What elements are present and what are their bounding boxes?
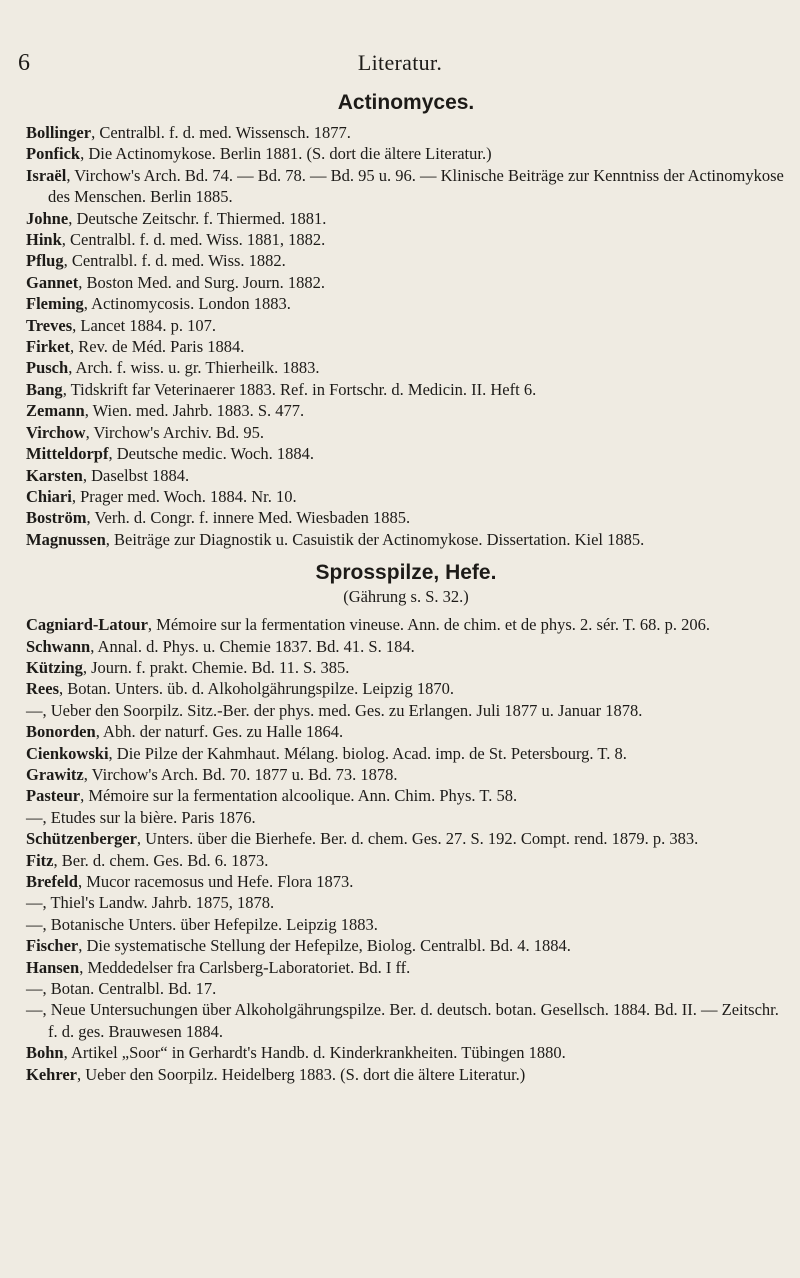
reference-author: Pflug bbox=[26, 251, 64, 271]
reference-author: Gannet bbox=[26, 272, 79, 292]
reference-entry bbox=[26, 785, 786, 806]
reference-text: , Annal. d. Phys. u. Chemie 1837. Bd. 41. S. 184. bbox=[90, 636, 415, 656]
reference-text: —, Thiel's Landw. Jahrb. 1875, 1878. bbox=[26, 893, 275, 913]
reference-entry bbox=[26, 807, 786, 828]
reference-author: Brefeld bbox=[26, 872, 78, 891]
reference-author: Cienkowski bbox=[26, 743, 109, 763]
reference-text: , Beiträge zur Diagnostik u. Casuistik der Actinomykose. Dissertation. Kiel 1885. bbox=[105, 529, 645, 549]
reference-entry bbox=[26, 914, 786, 935]
reference-author: Zemann bbox=[26, 401, 85, 421]
reference-entry bbox=[26, 721, 786, 742]
reference-text: , Daselbst 1884. bbox=[82, 465, 190, 485]
reference-entry bbox=[26, 486, 786, 507]
reference-entry bbox=[26, 978, 786, 999]
reference-author: Hansen bbox=[26, 957, 80, 977]
reference-entry bbox=[26, 657, 786, 678]
reference-author: Boström bbox=[26, 508, 87, 528]
reference-text: , Wien. med. Jahrb. 1883. S. 477. bbox=[84, 401, 305, 421]
reference-entry bbox=[26, 379, 786, 400]
section-title-sprosspilze: Sprosspilze, Hefe. bbox=[315, 561, 497, 585]
section-title-actinomyces: Actinomyces. bbox=[337, 91, 475, 114]
reference-text: , Arch. f. wiss. u. gr. Thierheilk. 1883. bbox=[68, 358, 320, 378]
reference-text: , Ueber den Soorpilz. Heidelberg 1883. (S. dort die ältere Literatur.) bbox=[77, 1064, 526, 1084]
reference-author: Grawitz bbox=[26, 764, 84, 784]
reference-entry bbox=[26, 614, 786, 635]
reference-entry bbox=[26, 1042, 786, 1063]
reference-entry bbox=[26, 422, 786, 443]
reference-author: Schwann bbox=[26, 636, 91, 656]
reference-text: , Prager med. Woch. 1884. Nr. 10. bbox=[71, 486, 297, 506]
running-header bbox=[0, 50, 800, 80]
reference-author: Fischer bbox=[26, 936, 79, 956]
reference-text: , Boston Med. and Surg. Journ. 1882. bbox=[78, 272, 326, 292]
reference-text: —, Ueber den Soorpilz. Sitz.-Ber. der phys. med. Ges. zu Erlangen. Juli 1877 u. Januar 1878. bbox=[26, 700, 643, 720]
running-title: Literatur. bbox=[357, 50, 443, 75]
reference-entry bbox=[26, 871, 786, 892]
reference-text: , Mémoire sur la fermentation alcoolique. Ann. Chim. Phys. T. 58. bbox=[80, 786, 518, 806]
reference-author: Chiari bbox=[26, 486, 72, 506]
reference-author: Mitteldorpf bbox=[26, 444, 109, 464]
reference-author: Fitz bbox=[26, 850, 54, 870]
reference-entry bbox=[26, 165, 786, 208]
reference-entry bbox=[26, 122, 786, 143]
reference-text: —, Neue Untersuchungen über Alkoholgährungspilze. Ber. d. deutsch. botan. Gesellsch. 1884. Bd. II. — Zeitschr. f. d. ges. Brauwesen 1884. bbox=[26, 1000, 779, 1041]
reference-entry bbox=[26, 764, 786, 785]
reference-text: —, Botan. Centralbl. Bd. 17. bbox=[26, 979, 217, 999]
reference-text: , Meddedelser fra Carlsberg-Laboratoriet. Bd. I ff. bbox=[79, 957, 411, 977]
reference-entry bbox=[26, 850, 786, 871]
reference-text: , Deutsche Zeitschr. f. Thiermed. 1881. bbox=[68, 208, 327, 228]
reference-author: Magnussen bbox=[26, 529, 106, 549]
reference-author: Pusch bbox=[26, 358, 69, 378]
reference-entry bbox=[26, 700, 786, 721]
reference-text: —, Etudes sur la bière. Paris 1876. bbox=[26, 807, 256, 827]
reference-entry bbox=[26, 743, 786, 764]
reference-text: , Ber. d. chem. Ges. Bd. 6. 1873. bbox=[53, 850, 269, 870]
reference-entry bbox=[26, 828, 786, 849]
reference-text: , Die Actinomykose. Berlin 1881. (S. dort die ältere Literatur.) bbox=[80, 144, 492, 164]
reference-text: , Virchow's Archiv. Bd. 95. bbox=[85, 422, 265, 442]
reference-entry bbox=[26, 208, 786, 229]
reference-author: Firket bbox=[26, 337, 70, 357]
reference-author: Bohn bbox=[26, 1043, 64, 1063]
reference-author: Hink bbox=[26, 230, 62, 250]
reference-author: Kützing bbox=[26, 657, 83, 677]
reference-entry bbox=[26, 507, 786, 528]
reference-entry bbox=[26, 529, 786, 550]
reference-entry bbox=[26, 892, 786, 913]
reference-author: Fleming bbox=[26, 294, 84, 314]
reference-text: , Journ. f. prakt. Chemie. Bd. 11. S. 385. bbox=[82, 657, 350, 677]
sprosspilze-reference-list bbox=[26, 614, 786, 1085]
reference-entry bbox=[26, 315, 786, 336]
bibliography bbox=[26, 90, 786, 1085]
reference-entry bbox=[26, 293, 786, 314]
reference-author: Israël bbox=[26, 165, 67, 185]
actinomyces-reference-list bbox=[26, 122, 786, 550]
reference-text: , Mucor racemosus und Hefe. Flora 1873. bbox=[77, 872, 354, 891]
reference-text: , Virchow's Arch. Bd. 74. — Bd. 78. — Bd. 95 u. 96. — Klinische Beiträge zur Kenntniss der Actinomykose des Menschen. Berlin 1885. bbox=[48, 165, 784, 207]
reference-entry bbox=[26, 143, 786, 164]
reference-author: Virchow bbox=[26, 422, 86, 442]
reference-entry bbox=[26, 250, 786, 271]
reference-author: Bollinger bbox=[26, 123, 92, 142]
reference-text: —, Botanische Unters. über Hefepilze. Leipzig 1883. bbox=[26, 914, 378, 934]
reference-entry bbox=[26, 636, 786, 657]
reference-entry bbox=[26, 1064, 786, 1085]
reference-author: Pasteur bbox=[26, 786, 81, 806]
reference-entry bbox=[26, 272, 786, 293]
reference-author: Kehrer bbox=[26, 1064, 78, 1084]
reference-entry bbox=[26, 400, 786, 421]
reference-author: Cagniard-Latour bbox=[26, 615, 148, 635]
reference-text: , Lancet 1884. p. 107. bbox=[72, 315, 217, 335]
reference-text: , Centralbl. f. d. med. Wiss. 1882. bbox=[63, 251, 286, 271]
reference-text: , Rev. de Méd. Paris 1884. bbox=[69, 337, 245, 357]
reference-author: Karsten bbox=[26, 465, 83, 485]
reference-text: , Die Pilze der Kahmhaut. Mélang. biolog. Acad. imp. de St. Petersbourg. T. 8. bbox=[108, 743, 627, 763]
reference-text: , Mémoire sur la fermentation vineuse. Ann. de chim. et de phys. 2. sér. T. 68. p. 206. bbox=[147, 615, 711, 635]
reference-text: , Botan. Unters. üb. d. Alkoholgährungspilze. Leipzig 1870. bbox=[58, 679, 455, 699]
reference-author: Rees bbox=[26, 679, 59, 699]
reference-text: , Centralbl. f. d. med. Wiss. 1881, 1882. bbox=[61, 230, 326, 250]
reference-text: , Deutsche medic. Woch. 1884. bbox=[108, 444, 314, 464]
reference-text: , Centralbl. f. d. med. Wissensch. 1877. bbox=[91, 123, 351, 142]
page-number: 6 bbox=[18, 50, 30, 76]
reference-text: , Abh. der naturf. Ges. zu Halle 1864. bbox=[95, 722, 344, 742]
reference-author: Johne bbox=[26, 208, 69, 228]
reference-entry bbox=[26, 465, 786, 486]
reference-text: , Unters. über die Bierhefe. Ber. d. chem. Ges. 27. S. 192. Compt. rend. 1879. p. 383. bbox=[136, 829, 699, 849]
reference-entry bbox=[26, 443, 786, 464]
reference-text: , Tidskrift far Veterinaerer 1883. Ref. in Fortschr. d. Medicin. II. Heft 6. bbox=[62, 379, 537, 399]
reference-entry bbox=[26, 935, 786, 956]
reference-author: Bang bbox=[26, 379, 63, 399]
reference-text: , Virchow's Arch. Bd. 70. 1877 u. Bd. 73. 1878. bbox=[83, 764, 398, 784]
reference-author: Ponfick bbox=[26, 144, 81, 164]
reference-entry bbox=[26, 229, 786, 250]
reference-entry bbox=[26, 999, 786, 1042]
reference-text: , Verh. d. Congr. f. innere Med. Wiesbaden 1885. bbox=[86, 508, 411, 528]
reference-author: Schützenberger bbox=[26, 829, 137, 849]
reference-entry bbox=[26, 678, 786, 699]
reference-entry bbox=[26, 357, 786, 378]
reference-text: , Actinomycosis. London 1883. bbox=[83, 294, 291, 314]
reference-entry bbox=[26, 336, 786, 357]
reference-author: Treves bbox=[26, 315, 73, 335]
section-subtitle: (Gährung s. S. 32.) bbox=[343, 587, 469, 607]
reference-text: , Artikel „Soor“ in Gerhardt's Handb. d. Kinderkrankheiten. Tübingen 1880. bbox=[63, 1043, 566, 1063]
reference-entry bbox=[26, 957, 786, 978]
reference-author: Bonorden bbox=[26, 722, 96, 742]
reference-text: , Die systematische Stellung der Hefepilze, Biolog. Centralbl. Bd. 4. 1884. bbox=[78, 936, 571, 956]
